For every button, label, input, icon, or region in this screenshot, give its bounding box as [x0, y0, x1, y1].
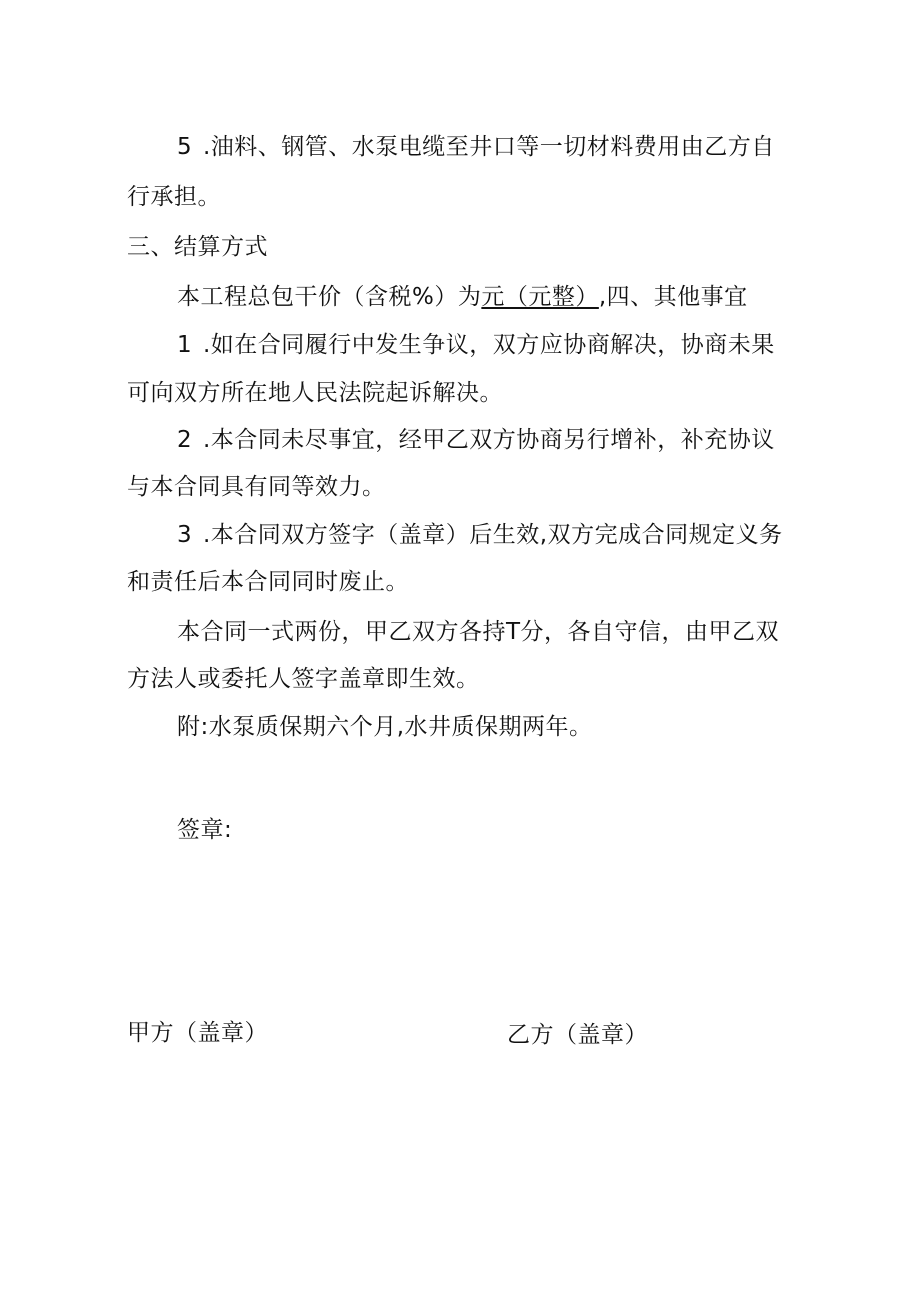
clause2-number: 2	[177, 427, 193, 453]
price-suffix: ,四、其他事宜	[598, 284, 748, 310]
clause2-text: .本合同未尽事宜，经甲乙双方协商另行增补，补充协议	[203, 427, 775, 453]
clause3-number: 3	[177, 522, 193, 548]
item5-line1	[177, 132, 775, 162]
price-clause	[177, 282, 748, 312]
appendix-note: 附:水泵质保期六个月,水井质保期两年。	[177, 714, 593, 740]
price-prefix: 本工程总包干价（含税%）为	[177, 284, 482, 310]
item5-line2: 行承担。	[127, 184, 221, 210]
clause2-line2: 与本合同具有同等效力。	[127, 474, 386, 500]
item5-text: .油料、钢管、水泵电缆至井口等一切材料费用由乙方自	[203, 134, 775, 160]
clause1-number: 1	[177, 332, 193, 358]
signature-label: 签章:	[177, 817, 233, 843]
item5-number: 5	[177, 134, 193, 160]
party-b-seal: 乙方（盖章）	[507, 1022, 648, 1048]
party-a-seal: 甲方（盖章）	[127, 1020, 268, 1046]
clause1-text: .如在合同履行中发生争议，双方应协商解决，协商未果	[203, 332, 775, 358]
clause1-line1	[177, 330, 775, 360]
copies-line1: 本合同一式两份，甲乙双方各持T分，各自守信，由甲乙双	[177, 619, 780, 645]
clause1-line2: 可向双方所在地人民法院起诉解决。	[127, 380, 503, 406]
copies-line2: 方法人或委托人签字盖章即生效。	[127, 666, 480, 692]
clause2-line1	[177, 425, 775, 455]
price-amount-blank: 元（元整）	[481, 284, 599, 310]
clause3-line1	[177, 520, 783, 550]
clause3-line2: 和责任后本合同同时废止。	[127, 569, 409, 595]
section3-heading: 三、结算方式	[127, 234, 268, 260]
clause3-text: .本合同双方签字（盖章）后生效,双方完成合同规定义务	[203, 522, 783, 548]
